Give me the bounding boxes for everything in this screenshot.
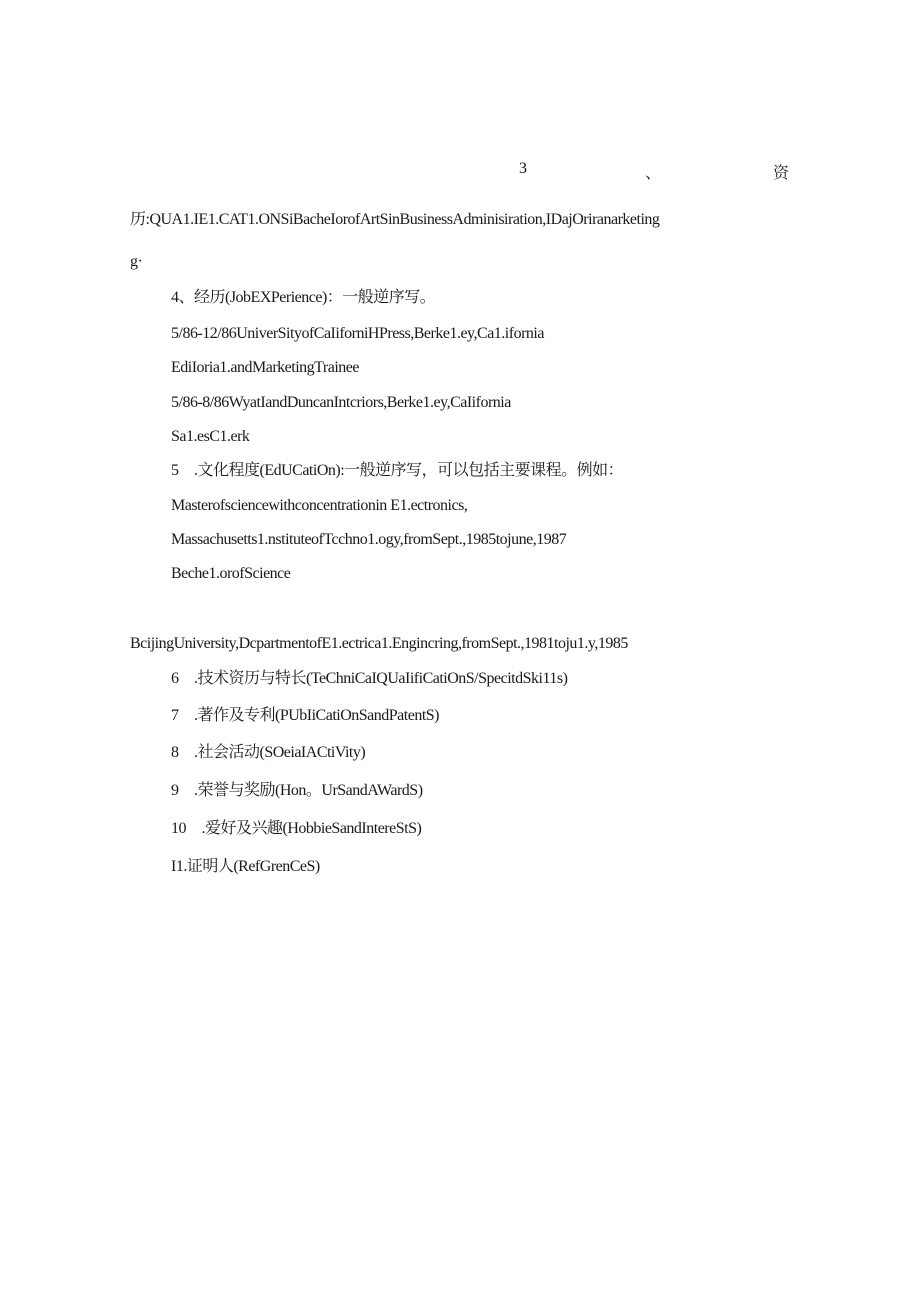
education-heading: 5 .文化程度(EdUCatiOn):一般逆序写，可以包括主要课程。例如： (171, 462, 624, 479)
section-11-heading: I1.证明人(RefGrenCeS) (171, 858, 320, 875)
qualification-line-continued: g· (130, 253, 143, 270)
education-entry-2-line-2: BcijingUniversity,DcpartmentofE1.ectrica1.Engincring,fromSept.,1981toju1.y,1985 (130, 635, 628, 652)
section-3-title-char: 资 (773, 165, 790, 182)
experience-heading: 4、经历(JobEXPerience)：一般逆序写。 (171, 289, 436, 306)
section-10-heading: 10 .爱好及兴趣(HobbieSandIntereStS) (171, 820, 422, 837)
experience-entry-1-line-1: 5/86-12/86UniverSityofCaIiforniHPress,Berke1.ey,Ca1.ifornia (171, 325, 544, 342)
experience-entry-2-line-1: 5/86-8/86WyatIandDuncanIntcriors,Berke1.ey,CaIifornia (171, 394, 511, 411)
section-7-heading: 7 .著作及专利(PUbIiCatiOnSandPatentS) (171, 707, 439, 724)
education-entry-2-line-1: Beche1.orofScience (171, 565, 291, 582)
education-entry-1-line-1: Masterofsciencewithconcentrationin E1.ectronics, (171, 497, 468, 514)
section-6-heading: 6 .技术资历与特长(TeChniCaIQUaIifiCatiOnS/SpecitdSki11s) (171, 670, 568, 687)
section-9-heading: 9 .荣誉与奖励(Hon。UrSandAWardS) (171, 782, 423, 799)
education-entry-1-line-2: Massachusetts1.nstituteofTcchno1.ogy,fromSept.,1985tojune,1987 (171, 531, 567, 548)
section-3-heading (0, 160, 920, 182)
section-3-separator: 、 (645, 165, 662, 182)
section-8-heading: 8 .社会活动(SOeiaIACtiVity) (171, 744, 366, 761)
experience-entry-1-line-2: EdiIoria1.andMarketingTrainee (171, 359, 359, 376)
qualification-line: 历:QUA1.IE1.CAT1.ONSiBacheIorofArtSinBusinessAdminisiration,IDajOriranarketing (130, 211, 660, 228)
experience-entry-2-line-2: Sa1.esC1.erk (171, 428, 250, 445)
section-3-number: 3 (519, 160, 527, 177)
